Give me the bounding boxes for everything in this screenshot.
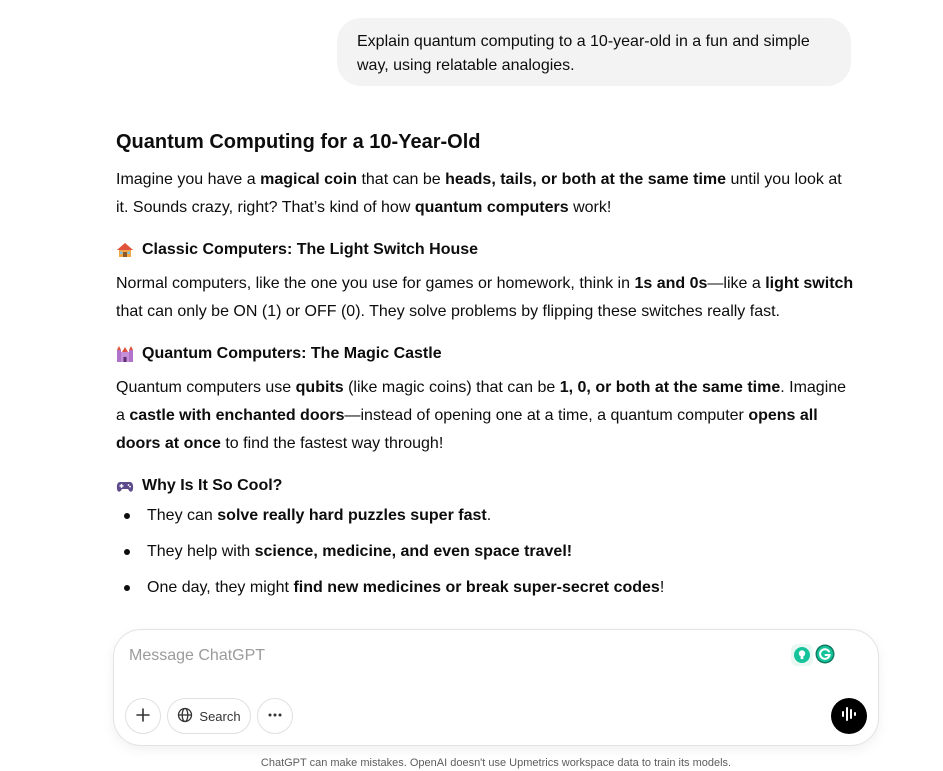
list-item-bold: science, medicine, and even space travel! (254, 543, 573, 560)
benefits-list (116, 504, 856, 600)
intro-bold-3: quantum computers (414, 199, 569, 216)
intro-text-1: Imagine you have a (116, 171, 261, 188)
voice-mode-icon (839, 704, 859, 729)
classic-paragraph (116, 270, 856, 326)
assistant-response (116, 126, 856, 612)
classic-text-2: —like a (707, 275, 766, 292)
section-heading-text: Classic Computers: The Light Switch House (142, 241, 479, 258)
quantum-text-4: —instead of opening one at a time, a quantum computer (344, 407, 749, 424)
list-item (116, 540, 856, 564)
quantum-bold-1: qubits (295, 379, 344, 396)
list-item-text: They can (147, 507, 218, 524)
list-item-text: They help with (147, 543, 255, 560)
quantum-bold-3: castle with enchanted doors (129, 407, 345, 424)
classic-bold-1: 1s and 0s (634, 275, 708, 292)
intro-paragraph (116, 166, 856, 222)
quantum-paragraph (116, 374, 856, 458)
classic-text-1: Normal computers, like the one you use for games or homework, think in (116, 275, 635, 292)
user-message-bubble (337, 18, 851, 86)
plus-icon (135, 707, 151, 726)
intro-bold-1: magical coin (260, 171, 358, 188)
list-item-text: One day, they might (147, 579, 294, 596)
grammarly-bulb-icon[interactable] (791, 644, 813, 666)
disclaimer-footer: ChatGPT can make mistakes. OpenAI doesn't use Upmetrics workspace data to train its models. (260, 757, 732, 769)
quantum-text-1: Quantum computers use (116, 379, 296, 396)
intro-text-2: that can be (357, 171, 446, 188)
list-item (116, 576, 856, 600)
grammarly-g-icon[interactable] (815, 644, 835, 666)
globe-icon (177, 707, 193, 726)
quantum-text-2: (like magic coins) that can be (343, 379, 560, 396)
quantum-text-3: . Imagine a (116, 379, 847, 424)
user-message-text: Explain quantum computing to a 10-year-old in a fun and simple way, using relatable analogies. (357, 33, 810, 74)
more-icon (267, 707, 283, 726)
game-controller-icon (116, 477, 134, 495)
list-item-bold: solve really hard puzzles super fast (217, 507, 487, 524)
classic-text-3: that can only be ON (1) or OFF (0). They solve problems by flipping these switches really fast. (116, 303, 780, 320)
message-input[interactable] (129, 644, 769, 668)
intro-text-4: work! (568, 199, 612, 216)
response-title: Quantum Computing for a 10-Year-Old (116, 131, 481, 153)
intro-text-3: until you look at it. Sounds crazy, right? That’s kind of how (116, 171, 842, 216)
intro-bold-2: heads, tails, or both at the same time (445, 171, 727, 188)
house-icon (116, 241, 134, 259)
section-heading-text: Why Is It So Cool? (142, 477, 283, 494)
section-heading-why-cool (116, 474, 856, 498)
list-item-text: ! (659, 579, 665, 596)
voice-mode-button[interactable] (831, 698, 867, 734)
section-heading-quantum (116, 342, 856, 366)
message-composer (113, 629, 879, 746)
section-heading-text: Quantum Computers: The Magic Castle (142, 345, 442, 362)
attach-button[interactable] (125, 698, 161, 734)
grammarly-extension (791, 644, 835, 666)
castle-icon (116, 345, 134, 363)
list-item-bold: find new medicines or break super-secret codes (293, 579, 660, 596)
classic-bold-2: light switch (765, 275, 854, 292)
list-item (116, 504, 856, 528)
more-options-button[interactable] (257, 698, 293, 734)
search-button[interactable] (167, 698, 251, 734)
quantum-bold-4: opens all doors at once (116, 407, 818, 452)
search-label: Search (199, 708, 241, 724)
list-item-text: . (486, 507, 492, 524)
quantum-bold-2: 1, 0, or both at the same time (559, 379, 781, 396)
section-heading-classic (116, 238, 856, 262)
quantum-text-5: to find the fastest way through! (220, 435, 444, 452)
